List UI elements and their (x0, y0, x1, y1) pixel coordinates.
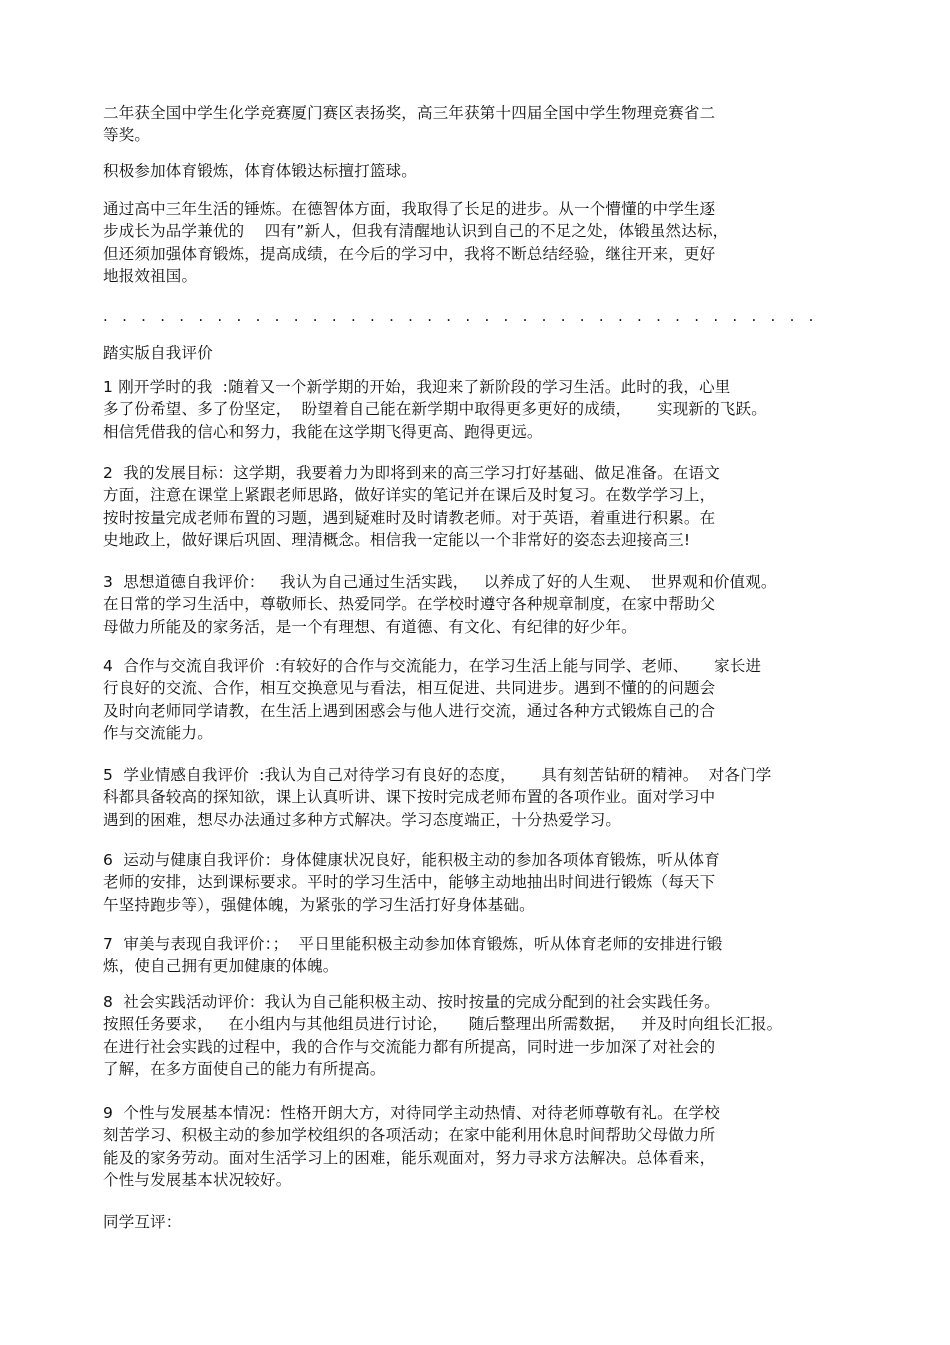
paragraph-item-6 (103, 849, 863, 916)
text-line: 多了份希望、多了份坚定， 盼望着自己能在新学期中取得更多更好的成绩， 实现新的飞跃。 (103, 400, 767, 419)
text-line: 步成长为品学兼优的 四有”新人，但我有清醒地认识到自己的不足之处，体锻虽然达标， (103, 222, 729, 241)
paragraph-item-5 (103, 764, 863, 831)
separator-dots: . . . . . . . . . . . . . . . . . . . . . . . . . . . . . . . . . . . . . . (103, 307, 814, 325)
text-line: 但还须加强体育锻炼，提高成绩，在今后的学习中，我将不断总结经验，继往开来，更好 (103, 244, 716, 263)
text-line: 刻苦学习、积极主动的参加学校组织的各项活动；在家中能利用休息时间帮助父母做力所 (103, 1126, 716, 1145)
text-line: 行良好的交流、合作，相互交换意见与看法，相互促进、共同进步。遇到不懂的的问题会 (103, 679, 716, 698)
paragraph-item-2 (103, 462, 863, 552)
text-line: 史地政上，做好课后巩固、理清概念。相信我一定能以一个非常好的姿态去迎接高三! (103, 531, 691, 550)
text-line: 炼，使自己拥有更加健康的体魄。 (103, 957, 339, 976)
text-line: 7 审美与表现自我评价：； 平日里能积极主动参加体育锻炼，听从体育老师的安排进行锻 (103, 935, 723, 953)
text-line: 相信凭借我的信心和努力，我能在这学期飞得更高、跑得更远。 (103, 422, 543, 441)
section-title (103, 342, 863, 364)
text-line: 通过高中三年生活的锤炼。在德智体方面，我取得了长足的进步。从一个懵懂的中学生逐 (103, 200, 716, 218)
text-line: 1 刚开学时的我 :随着又一个新学期的开始，我迎来了新阶段的学习生活。此时的我，心里 (103, 378, 731, 396)
text-line: 6 运动与健康自我评价：身体健康状况良好，能积极主动的参加各项体育锻炼，听从体育 (103, 851, 720, 869)
text-line: 及时向老师同学请教，在生活上遇到困惑会与他人进行交流，通过各种方式锻炼自己的合 (103, 701, 716, 720)
dotted-separator (103, 306, 863, 326)
paragraph-item-4 (103, 655, 863, 745)
text-line: 作与交流能力。 (103, 724, 213, 743)
peer-review-heading: 同学互评： (103, 1213, 182, 1231)
paragraph-peer-review (103, 1211, 863, 1233)
text-line: 能及的家务劳动。面对生活学习上的困难，能乐观面对，努力寻求方法解决。总体看来， (103, 1148, 716, 1167)
text-line: 午坚持跑步等），强健体魄，为紧张的学习生活打好身体基础。 (103, 895, 535, 914)
text-line: 2 我的发展目标：这学期，我要着力为即将到来的高三学习打好基础、做足准备。在语文 (103, 464, 720, 482)
text-line: 个性与发展基本状况较好。 (103, 1171, 292, 1190)
text-line: 4 合作与交流自我评价 :有较好的合作与交流能力，在学习生活上能与同学、老师、 家长进 (103, 657, 762, 675)
text-line: 按照任务要求， 在小组内与其他组员进行讨论， 随后整理出所需数据， 并及时向组长汇报。 (103, 1015, 783, 1034)
paragraph-item-7 (103, 933, 863, 978)
text-line: 方面，注意在课堂上紧跟老师思路，做好详实的笔记并在课后及时复习。在数学学习上， (103, 486, 716, 505)
section-title-text: 踏实版自我评价 (103, 344, 213, 362)
text-line: 了解，在多方面使自己的能力有所提高。 (103, 1060, 386, 1079)
text-line: 老师的安排，达到课标要求。平时的学习生活中，能够主动地抽出时间进行锻炼（每天下 (103, 873, 716, 892)
text-line: 科都具备较高的探知欲，课上认真听讲、课下按时完成老师布置的各项作业。面对学习中 (103, 788, 716, 807)
text-line: 按时按量完成老师布置的习题，遇到疑难时及时请教老师。对于英语，着重进行积累。在 (103, 508, 716, 527)
text-line: 遇到的困难，想尽办法通过多种方式解决。学习态度端正，十分热爱学习。 (103, 810, 622, 829)
paragraph-item-8 (103, 991, 863, 1081)
paragraph-item-3 (103, 571, 863, 638)
text-line: 5 学业情感自我评价 :我认为自己对待学习有良好的态度， 具有刻苦钻研的精神。 对各门学 (103, 766, 772, 784)
paragraph-item-9 (103, 1102, 863, 1192)
text-line: 二年获全国中学生化学竞赛厦门赛区表扬奖，高三年获第十四届全国中学生物理竞赛省二 (103, 104, 716, 122)
text-line: 母做力所能及的家务活，是一个有理想、有道德、有文化、有纪律的好少年。 (103, 617, 637, 636)
text-line: 等奖。 (103, 126, 151, 145)
paragraph-summary (103, 198, 863, 288)
paragraph-item-1 (103, 376, 863, 443)
text-line: 积极参加体育锻炼，体育体锻达标擅打篮球。 (103, 162, 418, 180)
text-line: 在进行社会实践的过程中，我的合作与交流能力都有所提高，同时进一步加深了对社会的 (103, 1037, 716, 1056)
paragraph-sports (103, 160, 863, 182)
text-line: 地报效祖国。 (103, 267, 198, 286)
paragraph-awards (103, 102, 863, 147)
text-line: 3 思想道德自我评价： 我认为自己通过生活实践， 以养成了好的人生观、 世界观和价值观。 (103, 573, 777, 591)
text-line: 8 社会实践活动评价：我认为自己能积极主动、按时按量的完成分配到的社会实践任务。 (103, 993, 720, 1011)
text-line: 9 个性与发展基本情况：性格开朗大方，对待同学主动热情、对待老师尊敬有礼。在学校 (103, 1104, 720, 1122)
text-line: 在日常的学习生活中，尊敬师长、热爱同学。在学校时遵守各种规章制度，在家中帮助父 (103, 595, 716, 614)
